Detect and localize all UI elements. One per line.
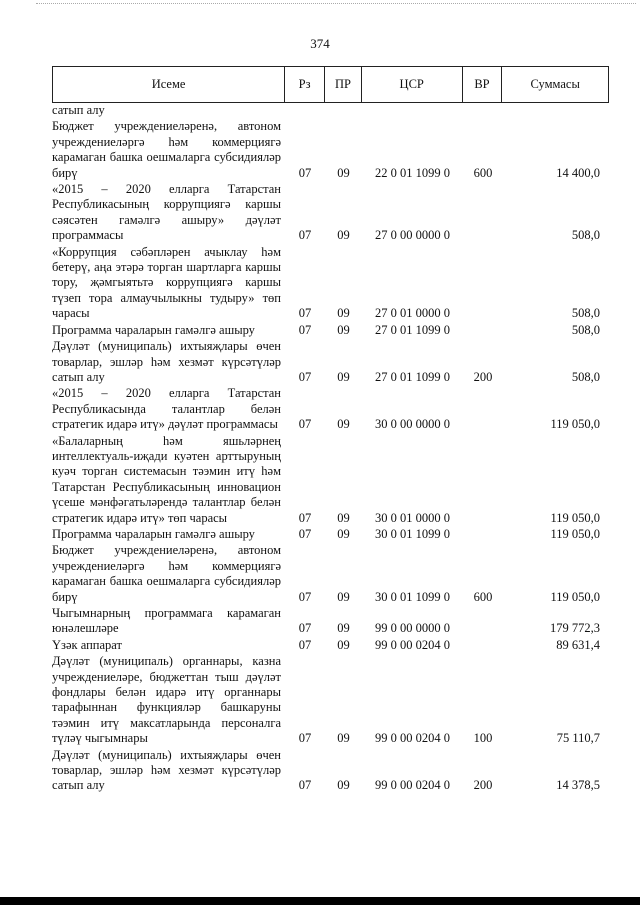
- cell-sum: 508,0: [571, 369, 600, 384]
- cell-pr: 09: [337, 306, 350, 321]
- cell-name: Бюджет учреждениеләренә, автоном учреждениеләргә һәм коммерциягә карамаган башка оешмаларга субсидияләр бирү: [52, 543, 281, 604]
- scan-top-line: [36, 3, 636, 5]
- cell-pr: 09: [337, 417, 350, 432]
- cell-rz: 07: [298, 322, 312, 337]
- cell-sum: 119 050,0: [550, 526, 600, 541]
- table-row: [52, 182, 609, 245]
- cell-csr: 27 0 01 1099 0: [375, 369, 450, 384]
- header-csr: ЦСР: [362, 67, 463, 102]
- cell-csr: 30 0 01 0000 0: [375, 510, 450, 525]
- cell-rz: 07: [298, 417, 312, 432]
- table-header: [52, 66, 609, 103]
- cell-pr: 09: [337, 589, 350, 604]
- cell-pr: 09: [337, 526, 350, 541]
- cell-pr: 09: [337, 369, 350, 384]
- cell-csr: 30 0 01 1099 0: [375, 589, 450, 604]
- table-row: [52, 654, 609, 747]
- cell-vr: 200: [473, 778, 493, 793]
- header-sum: Суммасы: [530, 77, 580, 91]
- cell-rz: 07: [298, 621, 312, 636]
- cell-csr: 99 0 00 0204 0: [375, 778, 450, 793]
- cell-csr: 27 0 01 1099 0: [375, 322, 450, 337]
- cell-csr: 99 0 00 0204 0: [375, 731, 450, 746]
- cell-name: Дәүләт (муниципаль) ихтыяҗлары өчен товарлар, эшләр һәм хезмәт күрсәтүләр сатып алу: [52, 747, 281, 793]
- cell-name: «Балаларның һәм яшьләрнең интеллектуаль-иҗади куәтен арттыруның куәч торган системасын тәэмин итү һәм Татарстан Республикасының инновацион үсеше мәнфәгатьләрендә талантлар белән стратегик идарә итү» төп чарасы: [52, 433, 281, 525]
- cell-pr: 09: [337, 165, 350, 180]
- cell-sum: 179 772,3: [550, 621, 600, 636]
- cell-vr: 200: [473, 369, 493, 384]
- table-row: [52, 638, 609, 654]
- cell-sum: 508,0: [571, 306, 600, 321]
- cell-pr: 09: [337, 510, 350, 525]
- cell-csr: 99 0 00 0000 0: [375, 621, 450, 636]
- table-row: [52, 606, 609, 638]
- table-row: [52, 527, 609, 543]
- header-name: Исеме: [53, 67, 285, 102]
- cell-name: Чыгымнарның программага карамаган юнәлешләре: [52, 606, 281, 636]
- table-row: [52, 339, 609, 386]
- table-row: [52, 748, 609, 795]
- cell-rz: 07: [298, 637, 312, 652]
- cell-sum: 119 050,0: [550, 417, 600, 432]
- cell-csr: 27 0 00 0000 0: [375, 228, 450, 243]
- cell-name: сатып алу: [52, 103, 105, 117]
- cell-vr: 600: [473, 165, 493, 180]
- cell-name: Үзәк аппарат: [52, 637, 122, 652]
- cell-sum: 508,0: [571, 322, 600, 337]
- cell-rz: 07: [298, 306, 312, 321]
- cell-pr: 09: [337, 778, 350, 793]
- cell-name: Программа чараларын гамәлгә ашыру: [52, 526, 255, 541]
- cell-csr: 22 0 01 1099 0: [375, 165, 450, 180]
- budget-table: [52, 66, 609, 795]
- cell-name: «Коррупция сәбәпләрен ачыклау һәм бетерү, аңа этәрә торган шартларга каршы тору, җәмгыятьтә коррупциягә каршы түзеп тора алмаучылыкны тудыру» төп чарасы: [52, 244, 281, 321]
- cell-pr: 09: [337, 637, 350, 652]
- table-body: [52, 103, 609, 795]
- table-row: [52, 434, 609, 527]
- cell-sum: 119 050,0: [550, 589, 600, 604]
- cell-name: Дәүләт (муниципаль) ихтыяҗлары өчен товарлар, эшләр һәм хезмәт күрсәтүләр сатып алу: [52, 339, 281, 384]
- cell-name: Дәүләт (муниципаль) органнары, казна учреждениеләре, бюджеттан тыш дәүләт фондлары белән идарә итү органнары тарафыннан функцияләр башкаруны тәэмин итү максатларында персоналга түләү чыгымнары: [52, 654, 281, 746]
- table-row: [52, 543, 609, 606]
- cell-sum: 119 050,0: [550, 510, 600, 525]
- cell-vr: 100: [473, 731, 493, 746]
- table-row: [52, 323, 609, 339]
- cell-rz: 07: [298, 731, 312, 746]
- cell-pr: 09: [337, 228, 350, 243]
- cell-sum: 75 110,7: [556, 731, 600, 746]
- cell-rz: 07: [298, 228, 312, 243]
- cell-rz: 07: [298, 526, 312, 541]
- header-vr: ВР: [463, 67, 503, 102]
- scan-bottom-bar: [0, 897, 640, 905]
- cell-csr: 30 0 01 1099 0: [375, 526, 450, 541]
- cell-rz: 07: [298, 369, 312, 384]
- cell-name: Программа чараларын гамәлгә ашыру: [52, 322, 255, 337]
- table-row: [52, 119, 609, 182]
- cell-csr: 30 0 00 0000 0: [375, 417, 450, 432]
- header-pr: ПР: [325, 67, 362, 102]
- cell-sum: 89 631,4: [556, 637, 600, 652]
- table-row: [52, 245, 609, 323]
- cell-rz: 07: [298, 510, 312, 525]
- cell-name: «2015 – 2020 елларга Татарстан Республикасында талантлар белән стратегик идарә итү» дәүләт программасы: [52, 386, 281, 432]
- cell-name: Бюджет учреждениеләренә, автоном учреждениеләргә һәм коммерциягә карамаган башка оешмаларга субсидияләр бирү: [52, 119, 281, 180]
- cell-pr: 09: [337, 621, 350, 636]
- header-rz: Рз: [285, 67, 325, 102]
- table-row: [52, 103, 609, 119]
- cell-csr: 99 0 00 0204 0: [375, 637, 450, 652]
- cell-name: «2015 – 2020 елларга Татарстан Республикасының коррупциягә каршы сәясәтен гамәлгә ашыру» дәүләт программасы: [52, 182, 281, 243]
- cell-sum: 14 400,0: [556, 165, 600, 180]
- table-row: [52, 386, 609, 433]
- cell-sum: 14 378,5: [556, 778, 600, 793]
- cell-pr: 09: [337, 322, 350, 337]
- cell-rz: 07: [298, 778, 312, 793]
- page-number: 374: [310, 36, 330, 51]
- cell-pr: 09: [337, 731, 350, 746]
- cell-vr: 600: [473, 589, 493, 604]
- cell-sum: 508,0: [571, 228, 600, 243]
- cell-rz: 07: [298, 165, 312, 180]
- cell-rz: 07: [298, 589, 312, 604]
- cell-csr: 27 0 01 0000 0: [375, 306, 450, 321]
